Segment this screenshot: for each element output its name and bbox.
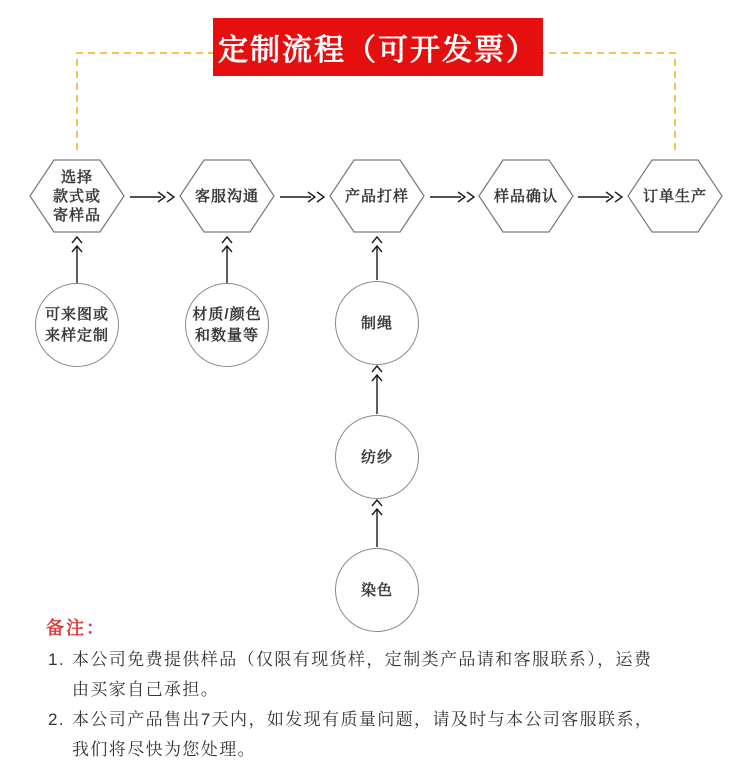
banner-title-text: 定制流程（可开发票） [218,34,538,67]
note-item-1 [48,645,732,705]
label-line: 制绳 [360,314,393,332]
flow-step-label [627,159,723,233]
arrow-dyeing-to-spinning [372,500,382,547]
flow-input-label [336,416,418,498]
flow-input-label [336,549,418,631]
note-number: 2. [48,710,65,729]
flow-step-label [179,159,275,233]
banner-title [213,18,543,76]
label-line: 选择 [60,168,93,186]
arrow-step1-to-step2 [130,192,174,202]
label-line: 染色 [360,581,393,599]
flow-step-label [329,159,425,233]
flow-step-customer-service [179,159,275,233]
label-line: 订单生产 [642,187,707,205]
dashed-connector-right [543,53,675,150]
arrow-step4-to-step5 [578,192,622,202]
label-line: 可来图或 [44,306,109,323]
note-text [72,645,732,705]
label-line: 款式或 [52,187,101,205]
flow-input-material-color [185,283,269,367]
flow-input-dyeing [335,548,419,632]
flow-input-label [36,284,118,366]
note-line: 我们将尽快为您处理。 [72,740,256,759]
flow-step-select-style [29,159,125,233]
arrow-ropemaking-to-step3 [372,237,382,280]
flow-input-rope-making [335,281,419,365]
note-number: 1. [48,650,65,669]
note-line: 由买家自己承担。 [72,680,220,699]
arrow-input1-to-step1 [72,237,82,284]
flow-input-label [186,284,268,366]
note-text [72,705,732,765]
dashed-connector-left [77,53,213,150]
label-line: 寄样品 [52,206,101,224]
arrow-input2-to-step2 [222,237,232,284]
label-line: 产品打样 [344,187,409,205]
flow-input-label [336,282,418,364]
flow-step-proofing [329,159,425,233]
note-item-2 [48,705,732,765]
label-line: 材质/颜色 [192,306,262,323]
label-line: 和数量等 [194,327,259,344]
flow-step-order-production [627,159,723,233]
flow-input-spinning [335,415,419,499]
flow-step-sample-confirm [478,159,574,233]
flow-step-label [478,159,574,233]
label-line: 样品确认 [493,187,558,205]
note-line: 本公司免费提供样品（仅限有现货样，定制类产品请和客服联系），运费 [72,650,653,669]
label-line: 纺纱 [360,448,393,466]
note-line: 本公司产品售出7天内，如发现有质量问题，请及时与本公司客服联系， [72,710,654,729]
flow-input-custom-design [35,283,119,367]
arrow-step2-to-step3 [280,192,324,202]
flow-step-label [29,159,125,233]
label-line: 客服沟通 [194,187,259,205]
arrow-spinning-to-ropemaking [372,366,382,414]
label-line: 来样定制 [44,327,109,344]
notes-list [48,645,732,765]
notes-heading: 备注： [46,618,106,638]
arrow-step3-to-step4 [430,192,474,202]
